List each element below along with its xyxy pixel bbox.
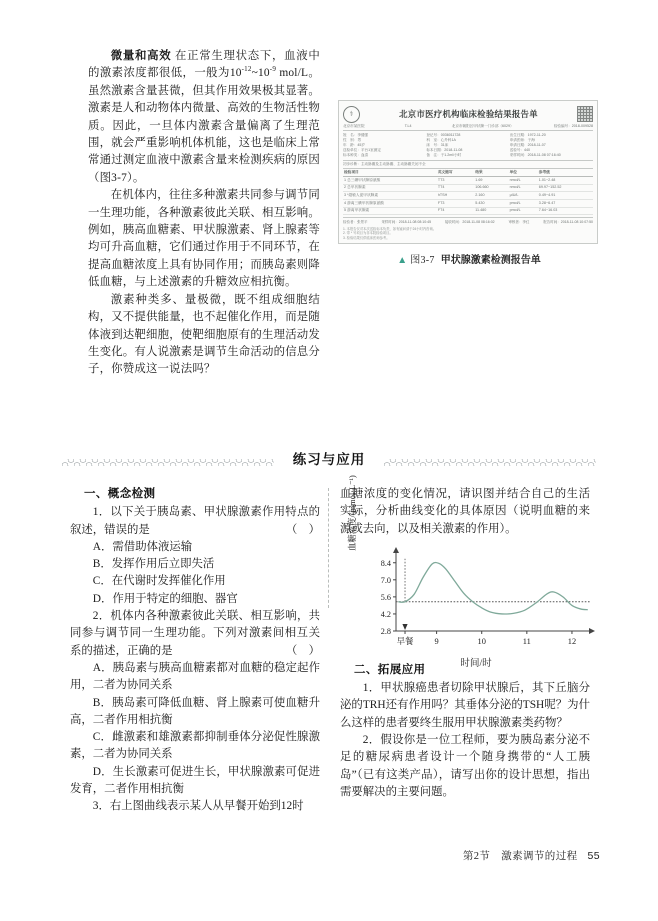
exponent-2: -9 xyxy=(269,65,277,74)
col-header-result: 结果 xyxy=(474,170,508,177)
cell-item: 4 游离三碘甲状腺原氨酸 xyxy=(343,199,437,207)
table-row xyxy=(343,184,593,192)
table-header-row xyxy=(343,170,593,177)
exercises-left-column xyxy=(70,486,320,816)
paragraph-1-text-b: ~10 xyxy=(251,67,270,80)
question-2 xyxy=(70,608,320,660)
cell-result: 11.480 xyxy=(474,207,508,215)
figure-3-7 xyxy=(338,100,600,266)
exercises-title: 练习与应用 xyxy=(292,452,366,467)
svg-text:4.2: 4.2 xyxy=(380,609,391,619)
report-notes xyxy=(343,226,593,241)
exponent-1: -12 xyxy=(241,65,252,74)
hospital-logo-glyph: ⚕ xyxy=(349,111,354,118)
cell-unit: μIU/L xyxy=(509,192,538,200)
svg-text:2.8: 2.8 xyxy=(380,627,391,636)
report-note-line: 3. 检验结果仅供临床医师参考。 xyxy=(343,235,390,240)
col-header-reference: 参考值 xyxy=(538,170,593,177)
svg-text:早餐: 早餐 xyxy=(396,637,414,646)
table-row xyxy=(343,199,593,207)
svg-text:9: 9 xyxy=(434,637,439,646)
cell-reference: 0.49~4.91 xyxy=(538,192,593,200)
diagnosis-text: 初步诊断：主动脉瓣及主动脉瓣、主动脉瓣关闭不全 xyxy=(343,161,426,166)
svg-text:8.4: 8.4 xyxy=(380,558,391,568)
cell-unit: pmol/L xyxy=(509,199,538,207)
question-1-option-c: C．在代谢时发挥催化作用 xyxy=(92,575,226,588)
patient-info-item: 申请日期：2018-11-07 xyxy=(509,142,546,147)
part2-heading: 二、拓展应用 xyxy=(354,663,426,676)
report-signature-row xyxy=(343,217,593,226)
question-1-option-a: A．需借助体液运输 xyxy=(92,540,193,553)
question-2-option-d: D．生长激素可促进生长，甲状腺激素可促进发育，二者作用相抗衡 xyxy=(70,765,320,796)
cell-result: 2.160 xyxy=(474,192,508,200)
cell-result: 5.430 xyxy=(474,199,508,207)
cell-unit: nmol/L xyxy=(509,177,538,185)
extension-question-2: 2．假设你是一位工程师，要为胰岛素分泌不足的糖尿病患者设计一个随身携带的“人工胰岛”（已有这类产品），请写出你的设计思想，指出需要解决的主要问题。 xyxy=(340,734,590,798)
figure-caption-text: 甲状腺激素检测报告单 xyxy=(440,255,541,267)
svg-text:10: 10 xyxy=(477,637,486,646)
figure-caption xyxy=(338,251,600,266)
question-1-text: 1．以下关于胰岛素、甲状腺激素作用特点的叙述，错误的是 xyxy=(70,506,320,536)
question-1-option-b: B．发挥作用后立即失活 xyxy=(92,558,215,571)
cell-abbr: TT4 xyxy=(437,184,474,192)
table-row xyxy=(343,207,593,215)
paragraph-1 xyxy=(88,48,320,187)
report-note-line: 2. 带 * 号项目为非本院检验项目。 xyxy=(343,231,393,236)
paragraph-3: 激素种类多、量极微，既不组成细胞结构，又不提供能量，也不起催化作用，而是随体液到达靶细胞，使靶细胞原有的生理活动发生变化。有人说激素是调节生命活动的信息分子，你赞成这一说法吗？ xyxy=(88,293,320,376)
cell-abbr: hTSH xyxy=(437,192,474,200)
top-content-area xyxy=(0,40,658,376)
cell-abbr: FT3 xyxy=(437,199,474,207)
chart-x-axis-label: 时间/时 xyxy=(460,658,492,669)
cell-item: 5 游离甲状腺素 xyxy=(343,207,437,215)
report-subheader xyxy=(343,124,593,131)
patient-info-item: 申请医师：于海 xyxy=(509,137,535,142)
question-2-option-c: C．雌激素和雄激素都抑制垂体分泌促性腺激素，二者为协同关系 xyxy=(70,731,320,761)
report-sign-item: 报告时间：2018-11-08 10:07:50 xyxy=(543,219,593,224)
report-hospital-name: 北京市某医院 xyxy=(343,124,365,128)
question-2-option-a: A．胰岛素与胰高血糖素都对血糖的稳定起作用，二者为协同关系 xyxy=(70,661,320,692)
question-2-text: 2．机体内各种激素彼此关联、相互影响，共同参与调节同一生理功能。下列对激素间相互关系的描述，正确的是 xyxy=(70,610,320,657)
cell-reference: 1.01~2.48 xyxy=(538,177,593,185)
report-code-a: T.L4 xyxy=(404,124,412,128)
table-row xyxy=(343,192,593,200)
question-3-right-part: 血糖浓度的变化情况，请识图并结合自己的生活实际，分析曲线变化的具体原因（说明血糖的来源或去向，以及相关激素的作用）。 xyxy=(340,488,590,535)
paragraph-2: 在机体内，往往多种激素共同参与调节同一生理功能，各种激素彼此关联、相互影响。例如，胰高血糖素、甲状腺激素、肾上腺素等均可升高血糖，它们通过作用于不同环节，在提高血糖浓度上具有协同作用；而胰岛素则降低血糖，与上述激素的升糖效应相抗衡。 xyxy=(88,189,320,289)
figure-number: 图3-7 xyxy=(410,255,435,267)
cell-result: 1.69 xyxy=(474,177,508,185)
cell-result: 106.660 xyxy=(474,184,508,192)
medical-report-card xyxy=(338,100,598,244)
question-1 xyxy=(70,504,320,539)
cell-item: 3 *超敏人促甲状腺素 xyxy=(343,192,437,200)
patient-info-item: 姓 名：李健强 xyxy=(343,132,369,137)
triangle-marker-icon: ▲ xyxy=(397,255,408,267)
report-sign-item: 审核者：李红 xyxy=(508,219,530,224)
question-2-answer-blank: （ ） xyxy=(285,644,320,657)
column-divider xyxy=(328,488,329,608)
patient-info-item: 年 龄：45岁 xyxy=(343,142,365,147)
patient-info-item: 性 别：男 xyxy=(343,137,361,142)
patient-info-item: 备 注：于1.2ml/小时 xyxy=(426,153,462,158)
report-title: 北京市医疗机构临床检验结果报告单 xyxy=(399,110,538,119)
svg-text:7.0: 7.0 xyxy=(380,575,391,585)
patient-info-item: 标本日期：2018-11-08 xyxy=(426,148,463,153)
table-row xyxy=(343,177,593,185)
patient-info-item: 出生日期：1972-11-20 xyxy=(509,132,546,137)
report-sign-item: 采样时间：2018-11-08 08:10:45 xyxy=(381,219,432,224)
col-header-item: 检验项目 xyxy=(343,170,437,177)
footer-section-title: 第2节 激素调节的过程 xyxy=(462,851,578,862)
report-diagnosis xyxy=(343,161,593,169)
question-1-answer-blank: （ ） xyxy=(285,523,320,536)
paragraph-1-text-c: mol/L。虽然激素含量甚微，但其作用效果极其显著。激素是人和动物体内微量、高效的生物活性物质。因此，一旦体内激素含量偏离了生理范围，就会严重影响机体机能，这也是临床上常常通过测定血液中激素含量来检测疾病的原因（图3-7）。 xyxy=(88,67,320,184)
paragraph-1-lead: 微量和高效 xyxy=(110,50,172,62)
svg-text:5.6: 5.6 xyxy=(380,592,391,602)
cell-abbr: FT4 xyxy=(437,207,474,215)
cell-abbr: TT3 xyxy=(437,177,474,185)
patient-info-item: 科 室：心外科1A xyxy=(426,137,456,142)
hospital-logo-icon xyxy=(343,106,360,123)
part1-heading: 一、概念检测 xyxy=(84,488,156,500)
chart-plot-area xyxy=(352,545,600,649)
extension-question-1: 1．甲状腺癌患者切除甲状腺后，其下丘脑分泌的TRH还有作用吗？其垂体分泌的TSH呢？为什么这样的患者要终生服用甲状腺激素类药物？ xyxy=(340,682,590,729)
report-header xyxy=(343,104,593,124)
question-1-option-d: D．作用于特定的细胞、器官 xyxy=(92,592,238,605)
footer-page-number: 55 xyxy=(587,850,600,862)
cell-item: 2 总甲状腺素 xyxy=(343,184,437,192)
chart-y-axis-label: 血糖浓度/(mmol·L⁻¹) xyxy=(348,475,357,551)
report-results-table xyxy=(343,170,593,215)
report-tester: 检验者：张景平 xyxy=(343,219,368,224)
report-dept: 北京市朝阳区甲状腺一门诊部（6029） xyxy=(451,124,514,128)
patient-info-item: 送检号：440 xyxy=(509,148,531,153)
cell-unit: pmol/L xyxy=(509,207,538,215)
cell-reference: 7.64~16.03 xyxy=(538,207,593,215)
report-patient-info xyxy=(343,131,593,161)
patient-info-item: 标本种类：血清 xyxy=(343,153,369,158)
report-sign-item: 接收时间：2018-11-08 08:16:02 xyxy=(444,219,495,224)
qr-code-icon xyxy=(577,106,593,122)
col-header-unit: 单位 xyxy=(509,170,538,177)
exercises-section-header xyxy=(62,448,596,470)
cell-reference: 3.28~6.47 xyxy=(538,199,593,207)
svg-text:11: 11 xyxy=(522,637,531,646)
cell-item: 1 总三碘甲状腺原氨酸 xyxy=(343,177,437,185)
col-header-abbr: 英文缩写 xyxy=(437,170,474,177)
cell-reference: 69.97~152.52 xyxy=(538,184,593,192)
patient-info-item: 床 号：31床 xyxy=(426,142,449,147)
patient-info-item: 采样时间：2018-11-08 07:16:40 xyxy=(509,153,561,158)
report-note-line: 1. 本报告仅对本次送检标本负责，如有疑问请于24小时内咨询。 xyxy=(343,226,437,231)
report-serial: 检验编号：2018-009528 xyxy=(553,124,593,128)
body-text-column xyxy=(88,48,320,379)
question-3-left-part: 3．右上图曲线表示某人从早餐开始到12时 xyxy=(92,800,304,813)
cell-unit: nmol/L xyxy=(509,184,538,192)
svg-text:12: 12 xyxy=(567,637,577,646)
patient-info-item: 登记号：0036011728 xyxy=(426,132,461,137)
patient-info-item: 送检单位：平台1室测定 xyxy=(343,148,381,153)
paragraph-1-text-a: 在正常生理状态下，血液中的激素浓度都很低，一般为10 xyxy=(88,50,320,80)
page-footer xyxy=(463,848,600,863)
question-2-option-b: B．胰岛素可降低血糖、肾上腺素可使血糖升高，二者作用相抗衡 xyxy=(70,696,320,726)
